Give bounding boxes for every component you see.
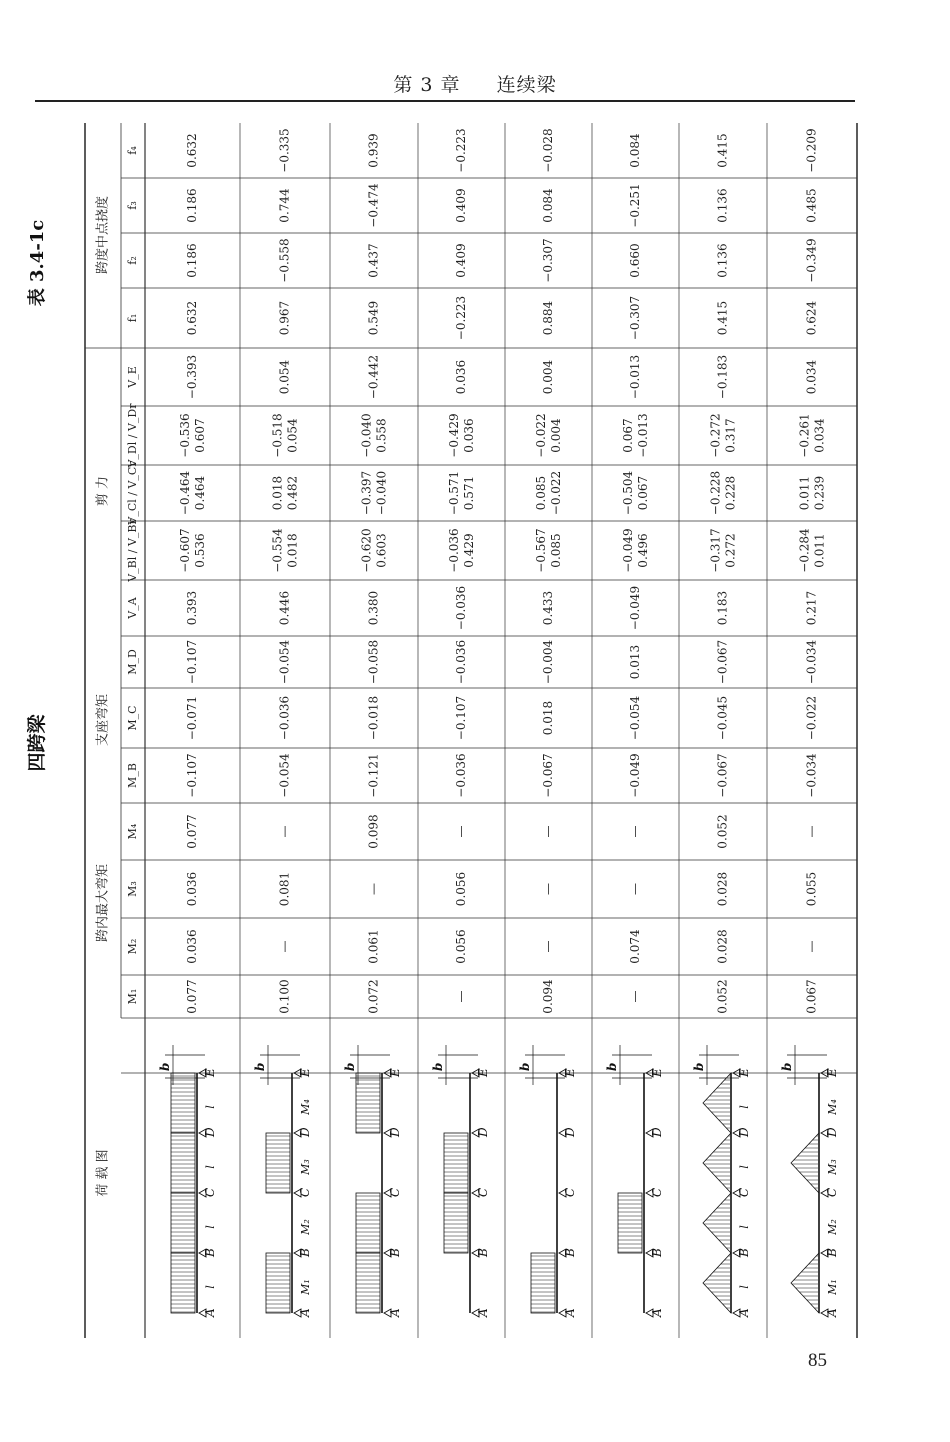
table-cell-lower: 0.482 <box>285 475 300 511</box>
node-label: D <box>476 1127 490 1137</box>
node-label: D <box>737 1127 751 1137</box>
table-cell: — <box>541 825 555 838</box>
table-cell: 0.081 <box>277 871 292 907</box>
table-cell-lower: −0.022 <box>549 470 563 516</box>
node-label: A <box>388 1308 402 1317</box>
table-cell-lower: 0.603 <box>374 533 389 568</box>
span-length-label: l <box>204 1165 217 1169</box>
table-cell: 0.028 <box>715 871 730 907</box>
table-cell: 0.624 <box>804 300 819 336</box>
column-header: M₂ <box>126 938 139 955</box>
moment-label: M₂ <box>826 1219 839 1235</box>
span-length-label: l <box>738 1285 751 1289</box>
table-cell: 0.186 <box>185 188 199 223</box>
node-label: A <box>203 1308 217 1317</box>
span-length-label: l <box>204 1225 217 1229</box>
table-cell: −0.036 <box>277 695 292 741</box>
table-cell: 0.036 <box>454 359 468 395</box>
table-cell-lower: 0.011 <box>812 533 827 568</box>
table-cell-upper: −0.518 <box>270 413 285 458</box>
node-label: C <box>650 1187 664 1197</box>
table-cell-upper: −0.036 <box>447 528 461 573</box>
node-label: B <box>563 1248 577 1257</box>
node-label: C <box>388 1187 402 1197</box>
table-cell-lower: 0.004 <box>549 418 563 453</box>
table-cell-lower: 0.429 <box>462 533 476 568</box>
table-cell: 0.939 <box>366 133 381 168</box>
table-cell: 0.446 <box>277 590 292 626</box>
node-label: E <box>825 1068 839 1077</box>
table-cell: 0.067 <box>804 979 819 1014</box>
node-label: B <box>203 1248 217 1257</box>
node-label: A <box>650 1308 664 1317</box>
table-cell: −0.054 <box>628 695 642 741</box>
column-header: f₃ <box>126 201 139 210</box>
table-cell: −0.034 <box>804 639 819 685</box>
span-length-label: l <box>738 1105 751 1109</box>
table-cell: 0.004 <box>541 359 555 395</box>
table-cell: −0.558 <box>277 238 292 283</box>
load-diagram <box>431 1045 490 1318</box>
table-cell: 0.136 <box>715 188 730 223</box>
column-header: M_C <box>126 705 139 731</box>
table-cell-lower: −0.013 <box>636 413 650 458</box>
table-cell: 0.084 <box>628 133 642 168</box>
node-label: E <box>737 1068 751 1077</box>
dimension-b-label: b <box>780 1062 794 1071</box>
node-label: E <box>563 1068 577 1077</box>
table-cell: −0.067 <box>715 753 730 798</box>
table-cell-lower: 0.536 <box>193 533 207 568</box>
running-header <box>0 70 950 97</box>
table-cell: 0.036 <box>185 871 199 907</box>
table-cell: — <box>804 940 819 953</box>
column-header: V_E <box>126 366 139 388</box>
load-diagram <box>605 1045 664 1318</box>
table-cell: — <box>628 990 642 1003</box>
table-cell: 0.055 <box>804 871 819 907</box>
table-cell: 0.013 <box>628 644 642 680</box>
table-cell: −0.036 <box>454 753 468 798</box>
node-label: C <box>737 1187 751 1197</box>
moment-label: M₁ <box>299 1279 312 1295</box>
span-length-label: l <box>204 1285 217 1289</box>
node-label: B <box>476 1248 490 1257</box>
table-cell-lower: 0.228 <box>723 475 738 511</box>
table-cell: 0.098 <box>366 814 381 849</box>
table-title: 四跨梁 <box>26 714 48 772</box>
load-diagram <box>780 1045 839 1318</box>
table-cell-lower: 0.272 <box>723 533 738 568</box>
table-cell: 0.744 <box>277 188 292 223</box>
table-cell: 0.380 <box>366 590 381 626</box>
table-cell-upper: −0.049 <box>621 528 635 573</box>
table-cell: — <box>804 825 819 838</box>
table-cell-upper: −0.261 <box>797 413 812 458</box>
table-cell: −0.036 <box>454 639 468 685</box>
table-cell: −0.067 <box>541 753 555 798</box>
table-cell: 0.632 <box>185 300 199 336</box>
table-cell-upper: 0.067 <box>621 418 635 453</box>
column-header: V_A <box>126 597 139 619</box>
table-cell: −0.004 <box>541 639 555 685</box>
table-cell: 0.437 <box>366 243 381 278</box>
node-label: B <box>825 1248 839 1257</box>
table-cell-lower: 0.034 <box>812 418 827 453</box>
table-cell: 0.549 <box>366 300 381 336</box>
deflection-header: 跨度中点挠度 <box>95 195 111 275</box>
moment-label: M₄ <box>826 1099 839 1115</box>
column-header: M₄ <box>126 823 139 840</box>
table-cell: 0.018 <box>541 700 555 736</box>
node-label: B <box>650 1248 664 1257</box>
column-header: f₂ <box>126 256 139 265</box>
node-label: A <box>476 1308 490 1317</box>
table-cell: 0.054 <box>277 359 292 395</box>
column-header: M₃ <box>126 881 139 897</box>
table-cell: −0.107 <box>454 695 468 741</box>
table-cell-upper: −0.464 <box>178 470 192 516</box>
table-cell: 0.061 <box>366 929 381 964</box>
table-cell: 0.186 <box>185 243 199 278</box>
support-moment-header: 支座弯矩 <box>95 693 111 747</box>
table-cell-upper: −0.620 <box>359 528 374 573</box>
table-cell-lower: 0.067 <box>636 475 650 511</box>
column-header: f₁ <box>126 313 139 323</box>
node-label: D <box>825 1127 839 1137</box>
table-cell-upper: −0.022 <box>534 413 548 458</box>
node-label: E <box>650 1068 664 1077</box>
dimension-b-label: b <box>431 1062 445 1071</box>
dimension-b-label: b <box>343 1062 357 1071</box>
column-header: V_Dl / V_Dr <box>126 403 139 468</box>
load-diagram <box>158 1045 217 1318</box>
table-cell: −0.054 <box>277 639 292 685</box>
table-cell: 0.100 <box>277 979 292 1014</box>
node-label: C <box>563 1187 577 1197</box>
table-cell: −0.028 <box>541 128 555 173</box>
moment-label: M₁ <box>826 1279 839 1295</box>
table-cell-lower: 0.036 <box>462 418 476 453</box>
table-cell-lower: 0.085 <box>549 533 563 568</box>
table-cell: 0.056 <box>454 871 468 907</box>
table-cell-lower: 0.607 <box>193 418 207 453</box>
moment-label: M₃ <box>299 1159 312 1175</box>
node-label: A <box>825 1308 839 1317</box>
load-diagram <box>518 1045 577 1318</box>
node-label: A <box>298 1308 312 1317</box>
node-label: D <box>203 1127 217 1137</box>
table-cell: −0.183 <box>715 354 730 400</box>
table-cell: 0.660 <box>628 243 642 278</box>
table-cell-upper: −0.607 <box>178 528 192 573</box>
table-cell: 0.077 <box>185 814 199 849</box>
table-cell-lower: 0.464 <box>193 475 207 511</box>
node-label: D <box>650 1127 664 1137</box>
table-cell: 0.409 <box>454 188 468 223</box>
table-cell-upper: −0.284 <box>797 528 812 573</box>
table-cell-upper: −0.397 <box>359 470 374 516</box>
column-header: f₄ <box>126 146 139 155</box>
table-cell: −0.335 <box>277 128 292 173</box>
table-cell-upper: −0.567 <box>534 528 548 573</box>
moment-label: M₃ <box>826 1159 839 1175</box>
moment-label: M₂ <box>299 1219 312 1235</box>
dimension-b-label: b <box>518 1062 532 1071</box>
page-number: 85 <box>808 1350 827 1371</box>
table-cell: 0.052 <box>715 979 730 1014</box>
table-cell-upper: −0.040 <box>359 413 374 458</box>
table-cell-lower: 0.018 <box>285 533 300 568</box>
table-cell-upper: 0.011 <box>797 475 812 511</box>
node-label: E <box>388 1068 402 1077</box>
table-cell: 0.433 <box>541 590 555 626</box>
table-cell: −0.209 <box>804 128 819 173</box>
table-cell: 0.415 <box>715 133 730 168</box>
table-cell-upper: −0.429 <box>447 413 461 458</box>
table-cell: −0.349 <box>804 238 819 283</box>
dimension-b-label: b <box>692 1062 706 1071</box>
shear-header: 剪 力 <box>95 475 111 507</box>
table-cell: −0.107 <box>185 753 199 798</box>
span-length-label: l <box>738 1165 751 1169</box>
table-cell: — <box>628 825 642 838</box>
table-cell: −0.054 <box>277 753 292 798</box>
node-label: C <box>298 1187 312 1197</box>
table-cell-upper: −0.504 <box>621 470 635 516</box>
table-cell: 0.409 <box>454 243 468 278</box>
table-cell: 0.084 <box>541 188 555 223</box>
table-cell: −0.442 <box>366 354 381 400</box>
table-cell: 0.056 <box>454 929 468 964</box>
table-cell-lower: 0.496 <box>636 533 650 568</box>
table-cell-lower: 0.317 <box>723 418 738 453</box>
table-cell: −0.251 <box>628 183 642 228</box>
table-cell: — <box>454 990 468 1003</box>
table-cell: — <box>541 883 555 895</box>
node-label: B <box>737 1248 751 1257</box>
column-header: M_D <box>126 649 139 675</box>
column-header: V_Bl / V_Br <box>126 519 139 582</box>
dimension-b-label: b <box>158 1062 172 1071</box>
node-label: C <box>825 1187 839 1197</box>
table-cell: −0.107 <box>185 639 199 685</box>
table-cell: — <box>277 940 292 953</box>
table-cell: — <box>628 883 642 895</box>
table-cell: −0.045 <box>715 695 730 741</box>
table-cell: −0.121 <box>366 753 381 798</box>
dimension-b-label: b <box>253 1062 267 1071</box>
table-cell-upper: −0.272 <box>708 413 723 458</box>
load-diagram-header: 荷 载 图 <box>95 1149 111 1197</box>
table-cell: 0.074 <box>628 929 642 964</box>
node-label: E <box>298 1068 312 1077</box>
table-cell: 0.052 <box>715 814 730 849</box>
chapter-number: 第 3 章 <box>393 74 461 96</box>
node-label: A <box>563 1308 577 1317</box>
table-number: 表 3.4-1c <box>27 219 48 307</box>
table-cell: 0.136 <box>715 243 730 278</box>
table-cell: −0.067 <box>715 639 730 685</box>
table-cell-upper: 0.085 <box>534 475 548 511</box>
table-cell: 0.034 <box>804 359 819 395</box>
table-cell: 0.028 <box>715 929 730 964</box>
table-cell: 0.217 <box>804 590 819 626</box>
table-cell: 0.094 <box>541 979 555 1014</box>
chapter-title: 连续梁 <box>496 74 557 96</box>
table-cell-lower: 0.054 <box>285 418 300 453</box>
table-cell: −0.307 <box>541 238 555 283</box>
moment-label: M₄ <box>299 1099 312 1115</box>
load-diagram <box>253 1045 312 1318</box>
table-cell-upper: −0.554 <box>270 528 285 573</box>
node-label: B <box>388 1248 402 1257</box>
table-cell: −0.223 <box>454 295 468 341</box>
table-cell-lower: 0.571 <box>462 475 476 511</box>
node-label: B <box>298 1248 312 1257</box>
table-cell-lower: −0.040 <box>374 470 389 516</box>
table-cell-upper: −0.536 <box>178 413 192 458</box>
table-cell: −0.022 <box>804 695 819 741</box>
node-label: D <box>298 1127 312 1137</box>
column-header: M₁ <box>126 988 139 1005</box>
dimension-b-label: b <box>605 1062 619 1071</box>
table-cell: 0.884 <box>541 300 555 336</box>
header-rule <box>35 100 855 102</box>
table-cell: 0.415 <box>715 300 730 336</box>
table-cell: −0.049 <box>628 585 642 631</box>
table-cell-lower: 0.239 <box>812 475 827 511</box>
span-length-label: l <box>204 1105 217 1109</box>
table-cell: −0.071 <box>185 695 199 741</box>
table-cell: −0.034 <box>804 753 819 798</box>
span-moment-header: 跨内最大弯矩 <box>95 863 111 943</box>
load-diagram <box>343 1045 402 1318</box>
table-cell: 0.077 <box>185 979 199 1014</box>
span-length-label: l <box>738 1225 751 1229</box>
node-label: D <box>388 1127 402 1137</box>
node-label: A <box>737 1308 751 1317</box>
table-cell: −0.018 <box>366 695 381 741</box>
column-header: M_B <box>126 763 139 788</box>
table-cell: 0.072 <box>366 979 381 1014</box>
four-span-beam-table <box>26 123 875 1338</box>
table-cell: −0.393 <box>185 354 199 400</box>
node-label: D <box>563 1127 577 1137</box>
table-cell: 0.967 <box>277 300 292 336</box>
table-cell-upper: −0.317 <box>708 528 723 573</box>
table-cell: — <box>366 883 381 895</box>
table-cell: — <box>454 825 468 838</box>
table-cell: −0.223 <box>454 128 468 173</box>
table-cell: 0.183 <box>715 590 730 626</box>
table-cell-upper: 0.018 <box>270 475 285 511</box>
table-cell: 0.036 <box>185 929 199 964</box>
table-cell: −0.013 <box>628 354 642 400</box>
table-cell: −0.058 <box>366 639 381 685</box>
table-cell: −0.049 <box>628 753 642 798</box>
node-label: E <box>476 1068 490 1077</box>
table-cell: −0.474 <box>366 183 381 228</box>
node-label: C <box>203 1187 217 1197</box>
table-cell: −0.307 <box>628 295 642 341</box>
table-cell: 0.632 <box>185 133 199 168</box>
table-cell: — <box>277 825 292 838</box>
node-label: C <box>476 1187 490 1197</box>
table-cell: −0.036 <box>454 585 468 631</box>
table-cell: 0.485 <box>804 188 819 223</box>
load-diagram <box>692 1045 751 1318</box>
table-cell-upper: −0.228 <box>708 470 723 516</box>
column-header: V_Cl / V_Cr <box>126 461 139 525</box>
table-cell-upper: −0.571 <box>447 470 461 516</box>
table-cell: 0.393 <box>185 590 199 626</box>
node-label: E <box>203 1068 217 1077</box>
table-cell: — <box>541 940 555 953</box>
table-cell-lower: 0.558 <box>374 418 389 453</box>
